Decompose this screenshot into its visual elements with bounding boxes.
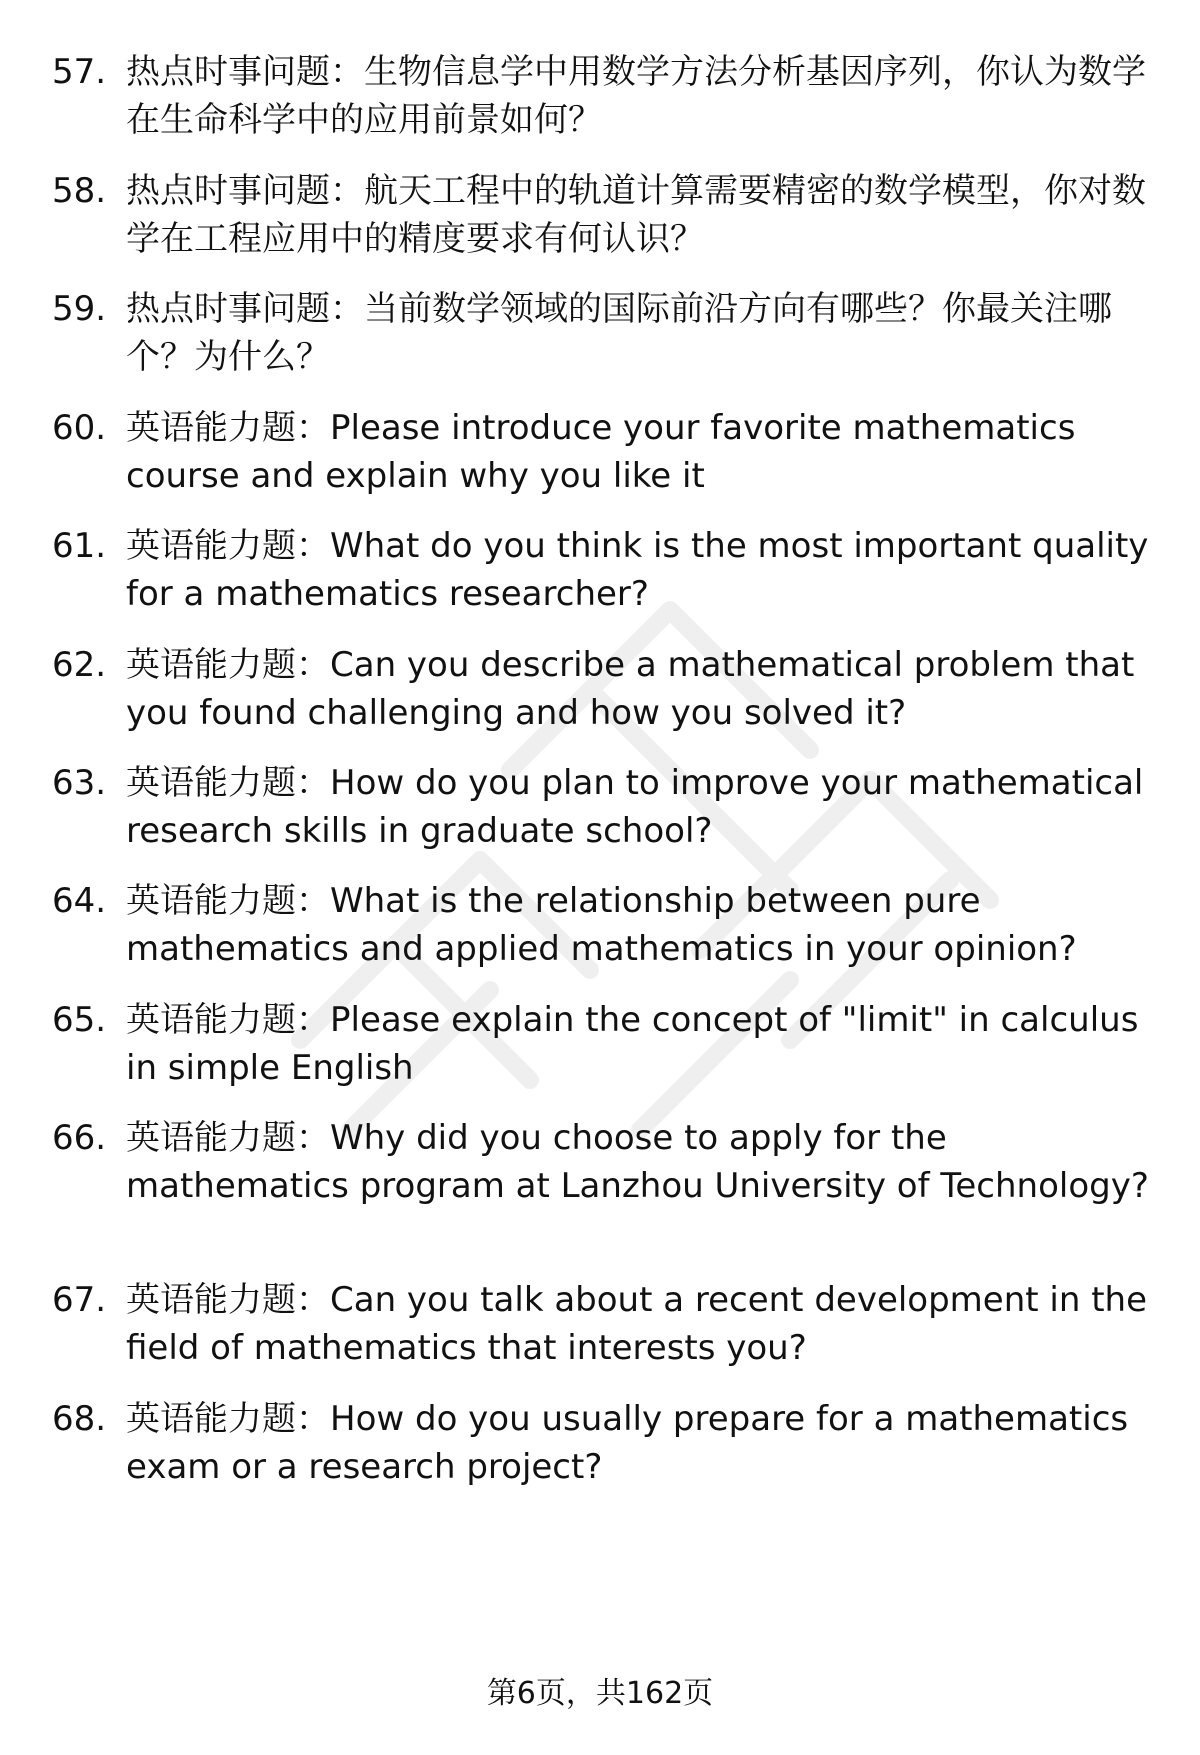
question-text: 英语能力题：Can you describe a mathematical problem that you found challenging and how you solved it? [126,645,1135,733]
question-number: 64. [52,881,107,921]
question-text: 英语能力题：Why did you choose to apply for the mathematics program at Lanzhou University of Technology? [126,1118,1149,1206]
question-number: 61. [52,526,107,566]
question-number: 57. [52,52,107,92]
question-item-59 [52,285,1172,381]
question-item-58 [52,167,1172,263]
question-number: 59. [52,289,107,329]
question-item-67 [52,1276,1172,1372]
question-text: 英语能力题：Please explain the concept of "limit" in calculus in simple English [126,1000,1139,1088]
question-number: 63. [52,763,107,803]
question-item-65 [52,996,1172,1092]
question-item-64 [52,877,1172,973]
question-text: 英语能力题：How do you plan to improve your mathematical research skills in graduate school? [126,763,1144,851]
question-text: 热点时事问题：当前数学领域的国际前沿方向有哪些？你最关注哪个？为什么？ [126,289,1112,377]
page-footer: 第6页，共162页 [486,1676,714,1711]
question-item-61 [52,522,1172,618]
question-number: 68. [52,1399,107,1439]
question-text: 英语能力题：How do you usually prepare for a mathematics exam or a research project? [126,1399,1129,1487]
question-number: 65. [52,1000,107,1040]
question-item-66 [52,1114,1172,1210]
question-text: 英语能力题：What do you think is the most important quality for a mathematics researcher? [126,526,1149,614]
question-number: 60. [52,408,107,448]
question-item-63 [52,759,1172,855]
question-item-60 [52,404,1172,500]
question-text: 英语能力题：What is the relationship between pure mathematics and applied mathematics in your opinion? [126,881,1077,969]
question-text: 英语能力题：Can you talk about a recent development in the field of mathematics that interests you? [126,1280,1148,1368]
question-text: 英语能力题：Please introduce your favorite mathematics course and explain why you like it [126,408,1076,496]
question-number: 62. [52,645,107,685]
question-item-62 [52,641,1172,737]
question-item-68 [52,1395,1172,1491]
question-number: 66. [52,1118,107,1158]
question-item-57 [52,48,1172,144]
watermark-logo [230,520,1050,1200]
question-text: 热点时事问题：航天工程中的轨道计算需要精密的数学模型，你对数学在工程应用中的精度要求有何认识？ [126,171,1146,259]
question-text: 热点时事问题：生物信息学中用数学方法分析基因序列，你认为数学在生命科学中的应用前景如何？ [126,52,1146,140]
question-number: 67. [52,1280,107,1320]
question-number: 58. [52,171,107,211]
